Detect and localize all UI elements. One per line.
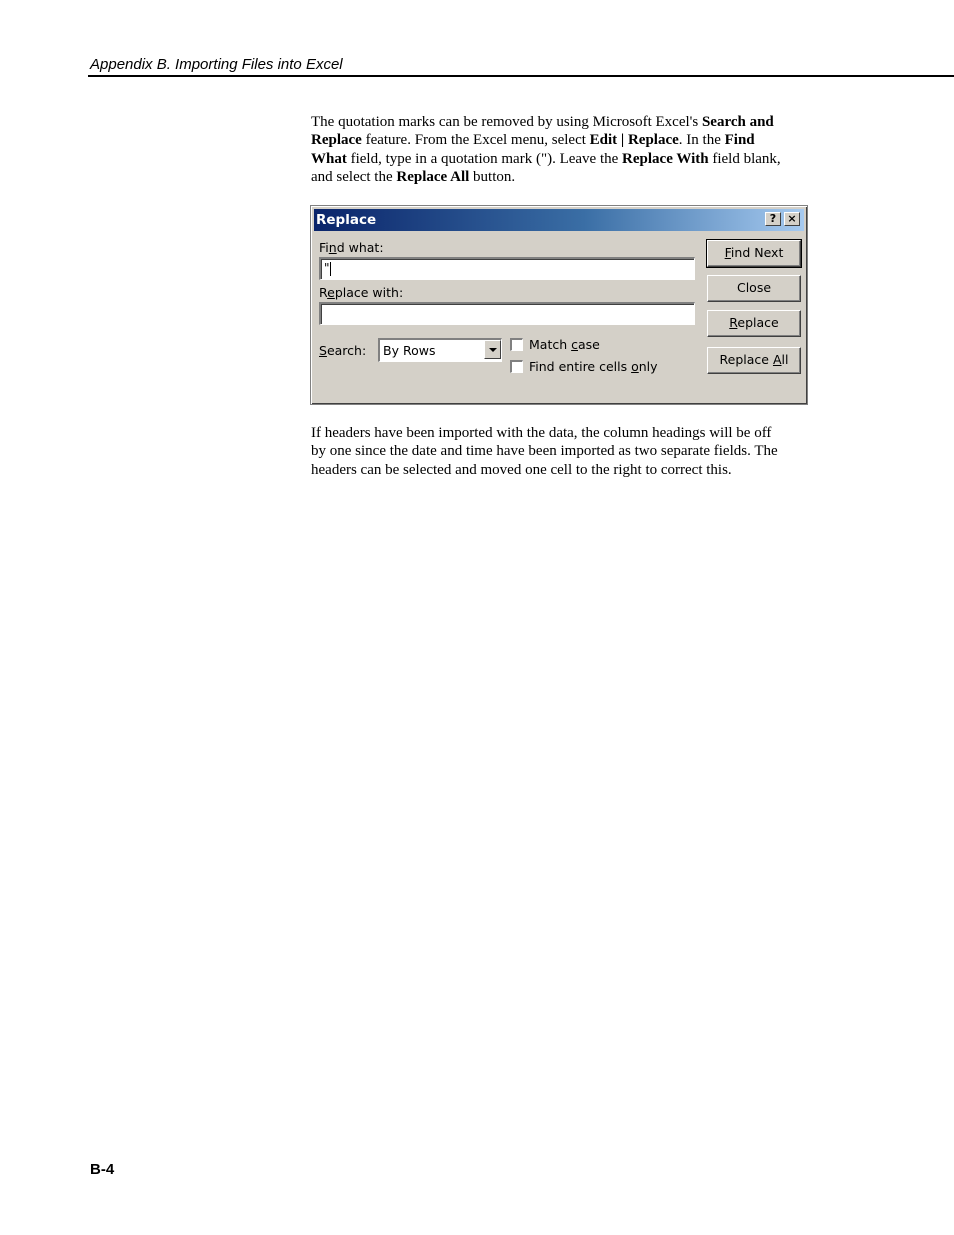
intro-line-1 (311, 113, 811, 131)
header-title: Appendix B. Importing Files into Excel (90, 56, 343, 73)
entire-cells-label[interactable]: Find entire cells only (529, 359, 658, 374)
find-next-button[interactable]: Find Next (707, 240, 801, 267)
search-select[interactable] (378, 338, 502, 362)
bold-term: Replace (311, 132, 362, 149)
find-what-label: Find what: (319, 240, 384, 255)
help-button[interactable]: ? (765, 212, 781, 226)
dialog-title: Replace (316, 212, 377, 228)
match-case-label[interactable]: Match case (529, 337, 600, 352)
text: field blank, (708, 150, 781, 167)
intro-paragraph (311, 113, 811, 187)
text-caret (330, 262, 331, 276)
bold-term: Search and (701, 114, 774, 130)
outro-line-3: headers can be selected and moved one cell to the right to correct this. (311, 461, 732, 478)
match-case-checkbox[interactable] (510, 338, 523, 351)
text: field, type in a quotation mark ("). Leave the (346, 150, 623, 167)
intro-line-3 (311, 150, 811, 168)
intro-line-2 (311, 131, 811, 149)
replace-with-label: Replace with: (319, 285, 404, 300)
text: feature. From the Excel menu, select (361, 132, 590, 149)
outro-line-2: by one since the date and time have been imported as two separate fields. The (311, 443, 778, 460)
bold-term: Find (724, 132, 755, 149)
chevron-down-icon[interactable] (484, 340, 501, 359)
bold-term: What (311, 150, 347, 167)
close-button[interactable]: Close (707, 275, 801, 302)
text: . In the (678, 132, 725, 149)
find-what-input[interactable] (319, 257, 695, 280)
find-what-value: " (324, 261, 330, 275)
replace-button[interactable]: Replace (707, 310, 801, 337)
search-select-value: By Rows (383, 343, 436, 358)
text: button. (469, 169, 516, 186)
bold-term: Replace All (396, 169, 470, 186)
page-number: B-4 (90, 1161, 115, 1178)
replace-with-input[interactable] (319, 302, 695, 325)
bold-term: Replace With (622, 150, 709, 167)
outro-paragraph (311, 424, 811, 479)
replace-dialog (310, 205, 808, 405)
entire-cells-checkbox[interactable] (510, 360, 523, 373)
page-header (88, 55, 954, 77)
close-icon[interactable]: × (784, 212, 800, 226)
text: and select the (311, 169, 397, 186)
dialog-titlebar[interactable] (314, 209, 804, 231)
replace-all-button[interactable]: Replace All (707, 347, 801, 374)
search-label: Search: (319, 343, 367, 358)
intro-line-4 (311, 168, 811, 186)
outro-line-1: If headers have been imported with the data, the column headings will be off (311, 425, 772, 441)
text: The quotation marks can be removed by using Microsoft Excel's (311, 114, 702, 130)
bold-term: Edit | Replace (589, 132, 679, 149)
